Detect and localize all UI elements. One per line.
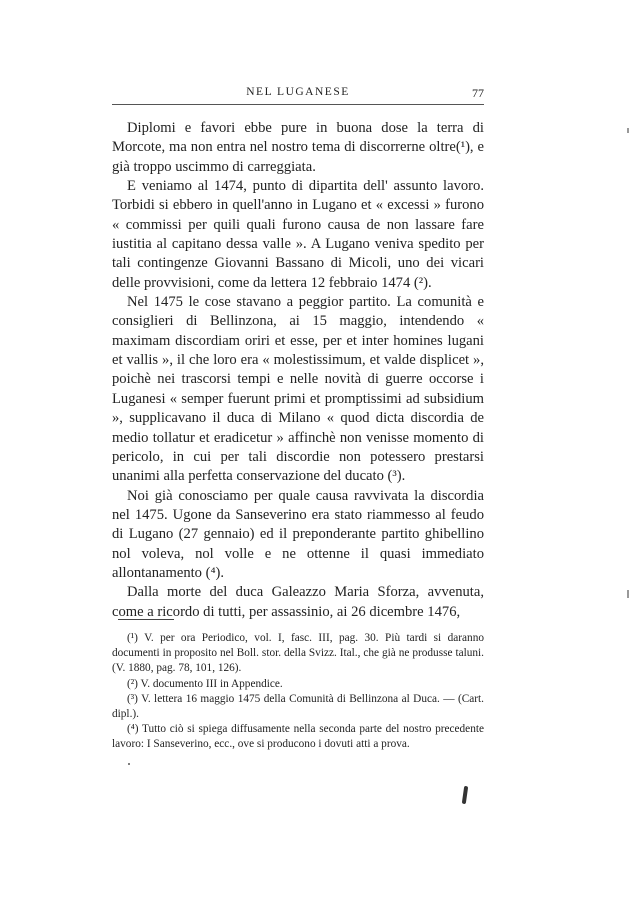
margin-speck (627, 128, 629, 133)
running-header (112, 86, 484, 102)
footnote: (⁴) Tutto ciò si spiega diffusamente nella seconda parte del nostro precedente lavoro: I Sanseverino, ecc., ove si producono i dovuti atti a prova. (112, 723, 484, 751)
main-text (112, 119, 484, 622)
footnote-rule (118, 619, 174, 620)
margin-speck (627, 590, 629, 598)
footnotes (112, 631, 484, 753)
paragraph: E veniamo al 1474, punto di dipartita dell' assunto lavoro. Torbidi si ebbero in quell'anno in Lugano et « excessi » furono « commissi per quili quali furono causa de non lassare fare iustitia al capitano dessa valle ». A Lugano veniva spedito per tali contingenze Giovanni Bassano di Micoli, uno dei vicari delle provvisioni, come da lettera 12 febbraio 1474 (²). (112, 178, 484, 291)
ink-dot (128, 763, 130, 765)
paragraph: Diplomi e favori ebbe pure in buona dose la terra di Morcote, ma non entra nel nostro tema di discorrerne oltre(¹), e già troppo uscimmo di carreggiata. (112, 120, 484, 175)
running-title: NEL LUGANESE (246, 86, 350, 98)
footnote: (³) V. lettera 16 maggio 1475 della Comunità di Bellinzona al Duca. — (Cart. dipl.). (112, 692, 484, 721)
header-rule (112, 104, 484, 105)
ink-mark (462, 786, 468, 804)
paragraph: Dalla morte del duca Galeazzo Maria Sforza, avvenuta, come a ricordo di tutti, per assassinio, ai 26 dicembre 1476, (112, 584, 484, 620)
footnote: (¹) V. per ora Periodico, vol. I, fasc. III, pag. 30. Più tardi si daranno documenti in proposito nel Boll. stor. della Svizz. Ital., che già ne produsse taluni. (V. 1880, pag. 78, 101, 126). (112, 632, 484, 675)
footnote: (²) V. documento III in Appendice. (127, 677, 283, 690)
page-number: 77 (472, 86, 484, 100)
paragraph: Nel 1475 le cose stavano a peggior partito. La comunità e consiglieri di Bellinzona, ai 15 maggio, intendendo « maximam discordiam oriri et esse, per et inter homines lugani et vallis », il che loro era « molestissimum, et valde displicet », poichè nei trascorsi tempi e nelle novità di guerre occorse i Luganesi « semper fuerunt primi et promptissimi ad subsidium », supplicavano il duca di Milano « quod dicta discordia de medio tollatur et eradicetur » affinchè non venisse momento di pericolo, in cui per tali discordie non potessero prestarsi unanimi alla perfetta conservazione del ducato (³). (112, 294, 484, 485)
paragraph: Noi già conosciamo per quale causa ravvivata la discordia nel 1475. Ugone da Sanseverino era stato riammesso al feudo di Lugano (27 gennaio) ed il preponderante partito ghibellino nol voleva, nol volle e ne ottenne il quasi immediato allontanamento (⁴). (112, 487, 484, 581)
